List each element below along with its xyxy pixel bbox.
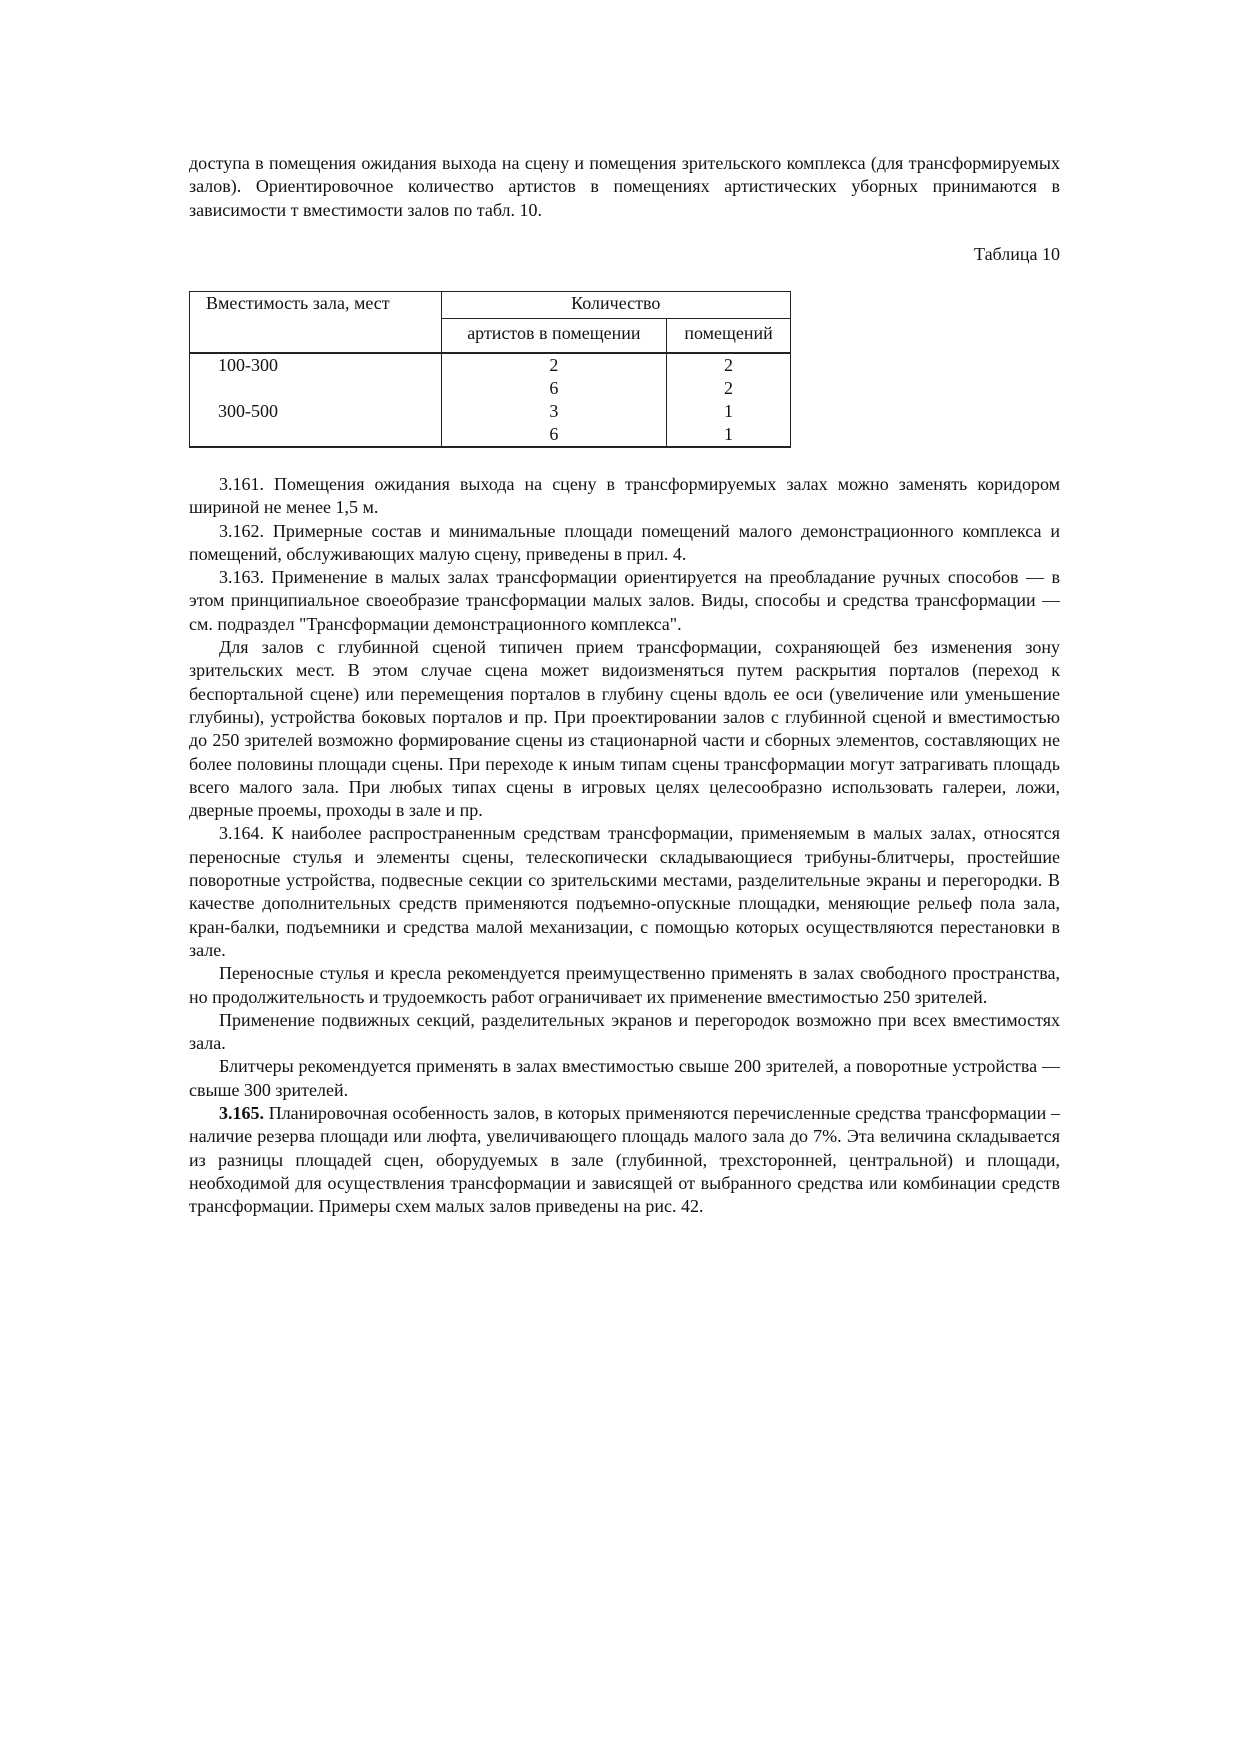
- artists-value: 3: [549, 401, 559, 421]
- paragraph-3-165: [189, 1102, 1060, 1218]
- rooms-value: 1: [724, 424, 734, 444]
- intro-paragraph: доступа в помещения ожидания выхода на сцену и помещения зрительского комплекса (для трансформируемых залов). Ориентировочное количество артистов в помещениях артистических уборных принимаются в зависимости т вместимости залов по табл. 10.: [189, 153, 1060, 220]
- paragraph-text: Планировочная особенность залов, в которых применяются перечисленные средства трансформации – наличие резерва площади или люфта, увеличивающего площадь малого зала до 7%. Эта величина складывается из разницы площадей сцен, оборудуемых в зале (глубинной, трехсторонней, центральной) и площади, необходимой для осуществления трансформации и зависящей от выбранного средства или комбинации средств трансформации. Примеры схем малых залов приведены на рис. 42.: [189, 1103, 1060, 1217]
- section-number: 3.165.: [219, 1103, 264, 1124]
- paragraph-3-161: 3.161. Помещения ожидания выхода на сцену в трансформируемых залах можно заменять коридором шириной не менее 1,5 м.: [189, 474, 1060, 518]
- paragraph-3-163: 3.163. Применение в малых залах трансформации ориентируется на преобладание ручных способов — в этом принципиальное своеобразие трансформации малых залов. Виды, способы и средства трансформации — см. подраздел "Трансформации демонстрационного комплекса".: [189, 567, 1060, 634]
- rooms-value: 2: [724, 378, 734, 398]
- table-row: [190, 353, 791, 447]
- capacity-cell: [190, 353, 442, 447]
- paragraph-bleachers: Блитчеры рекомендуется применять в залах вместимостью свыше 200 зрителей, а поворотные устройства — свыше 300 зрителей.: [189, 1056, 1060, 1100]
- table-caption: Таблица 10: [974, 244, 1060, 264]
- artists-value: 6: [549, 378, 559, 398]
- table-header-row: [190, 292, 791, 319]
- artists-value: 2: [549, 355, 559, 375]
- header-artists: артистов в помещении: [441, 319, 667, 354]
- capacity-value: 100-300: [218, 355, 278, 375]
- body-text: [189, 473, 1060, 1219]
- paragraph-3-164: 3.164. К наиболее распространенным средствам трансформации, применяемым в малых залах, относятся переносные стулья и элементы сцены, телескопически складывающиеся трибуны-блитчеры, простейшие поворотные устройства, подвесные секции со зрительскими местами, разделительные экраны и перегородки. В качестве дополнительных средств применяются подъемно-опускные площадки, меняющие рельеф пола зала, кран-балки, подъемники и средства малой механизации, с помощью которых осуществляются перестановки в зале.: [189, 823, 1060, 960]
- rooms-value: 2: [724, 355, 734, 375]
- paragraph-chairs: Переносные стулья и кресла рекомендуется преимущественно применять в залах свободного пространства, но продолжительность и трудоемкость работ ограничивает их применение вместимостью 250 зрителей.: [189, 963, 1060, 1007]
- artists-value: 6: [549, 424, 559, 444]
- rooms-cell: [667, 353, 791, 447]
- artists-cell: [441, 353, 667, 447]
- header-quantity: Количество: [441, 292, 790, 319]
- capacity-table: [189, 291, 791, 448]
- capacity-value: 300-500: [218, 401, 278, 421]
- paragraph-deep-stage: Для залов с глубинной сценой типичен прием трансформации, сохраняющей без изменения зону зрительских мест. В этом случае сцена может видоизменяться путем раскрытия порталов (переход к беспортальной сцене) или перемещения порталов в глубину сцены вдоль ее оси (увеличение или уменьшение глубины), устройства боковых порталов и пр. При проектировании залов с глубинной сценой и вместимостью до 250 зрителей возможно формирование сцены из стационарной части и сборных элементов, составляющих не более половины площади сцены. При переходе к иным типам сцены трансформации могут затрагивать площадь всего малого зала. При любых типах сцены в игровых целях целесообразно использовать галереи, ложи, дверные проемы, проходы в зале и пр.: [189, 637, 1060, 821]
- paragraph-3-162: 3.162. Примерные состав и минимальные площади помещений малого демонстрационного комплекса и помещений, обслуживающих малую сцену, приведены в прил. 4.: [189, 520, 1060, 564]
- paragraph-sections: Применение подвижных секций, разделительных экранов и перегородок возможно при всех вместимостях зала.: [189, 1009, 1060, 1054]
- header-capacity: Вместимость зала, мест: [190, 292, 442, 354]
- rooms-value: 1: [724, 401, 734, 421]
- header-rooms: помещений: [667, 319, 791, 354]
